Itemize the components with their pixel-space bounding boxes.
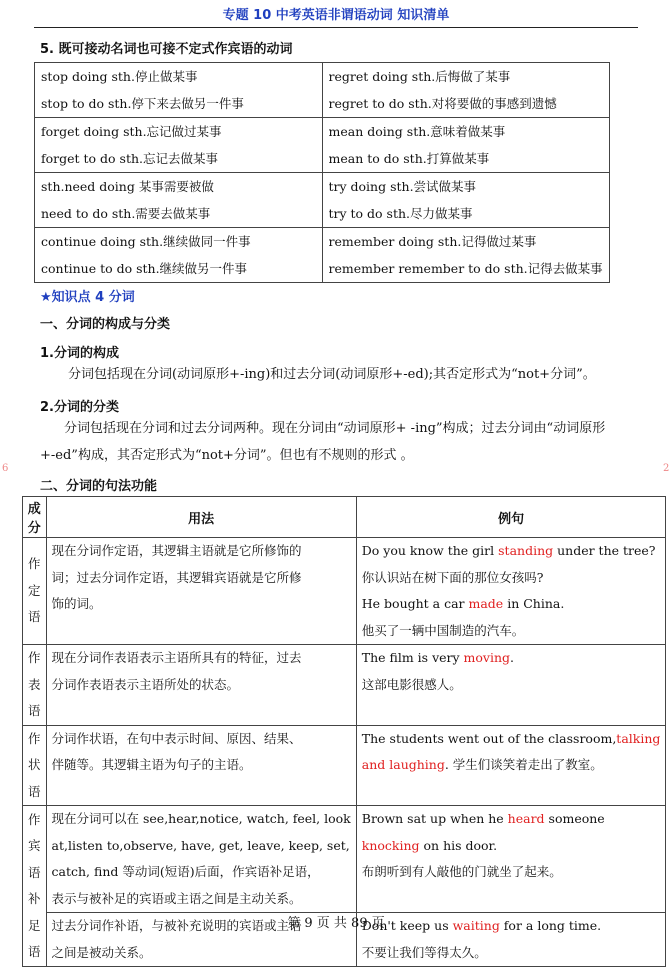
usage-cell xyxy=(46,645,356,726)
table-cell xyxy=(35,118,323,173)
usage-cell xyxy=(46,806,356,913)
text: Don't keep us xyxy=(361,918,453,933)
text: He bought a car xyxy=(361,596,469,611)
verb-phrase: continue to do sth.继续做另一件事 xyxy=(41,261,248,276)
table-cell xyxy=(35,228,323,283)
usage-line: 分词作表语表示主语所处的状态。 xyxy=(51,676,240,692)
example-sentence xyxy=(362,591,661,618)
table-cell xyxy=(322,228,610,283)
table-row xyxy=(35,63,610,118)
verb-phrase: remember remember to do sth.记得去做某事 xyxy=(328,261,603,276)
table-row xyxy=(23,806,666,913)
component-cell: 作定语 xyxy=(23,538,47,645)
example-sentence xyxy=(362,833,661,860)
section5-title: 5. 既可接动名词也可接不定式作宾语的动词 xyxy=(40,42,293,57)
verb-phrase: regret to do sth.对将要做的事感到遗憾 xyxy=(328,96,557,111)
verb-phrase: remember doing sth.记得做过某事 xyxy=(328,234,537,249)
table-cell xyxy=(322,63,610,118)
table-row xyxy=(23,538,666,645)
example-translation: 这部电影很感人。 xyxy=(361,676,462,692)
component-line: 补足语 xyxy=(28,891,41,959)
verb-phrase: sth.need doing 某事需要被做 xyxy=(41,179,214,194)
table-row xyxy=(23,725,666,806)
usage-line: 现在分词可以在 see,hear,notice, watch, feel, look xyxy=(51,811,351,826)
text: under the tree? xyxy=(553,543,656,558)
sub1-title: 1.分词的构成 xyxy=(40,346,119,361)
highlight: moving xyxy=(463,650,511,665)
highlight: talking xyxy=(616,730,661,746)
table-row xyxy=(35,228,610,283)
table-cell xyxy=(322,173,610,228)
verb-phrase: stop doing sth.停止做某事 xyxy=(41,69,198,84)
verb-phrase: try doing sth.尝试做某事 xyxy=(328,179,477,194)
usage-line: 现在分词作表语表示主语所具有的特征，过去 xyxy=(51,650,302,665)
table-cell xyxy=(35,63,323,118)
example-sentence xyxy=(362,645,661,672)
verb-phrase: try to do sth.尽力做某事 xyxy=(328,206,473,221)
text: for a long time. xyxy=(499,918,602,933)
usage-line: 表示与被补足的宾语或主语之间是主动关系。 xyxy=(51,890,302,906)
text: . 学生们谈笑着走出了教室。 xyxy=(444,757,603,772)
highlight: and laughing xyxy=(361,757,445,772)
component-line: 作宾语 xyxy=(28,811,41,880)
usage-line: 过去分词作补语，与被补充说明的宾语或主语 xyxy=(51,918,302,933)
highlight: knocking xyxy=(361,837,420,853)
example-sentence xyxy=(362,538,661,565)
table-cell xyxy=(322,118,610,173)
sub2-text-line2: +-ed”构成，其否定形式为“not+分词”。但也有不规则的形式 。 xyxy=(40,448,414,463)
table-row xyxy=(23,645,666,726)
table-row xyxy=(35,118,610,173)
example-sentence xyxy=(362,726,661,753)
sub2-title: 2.分词的分类 xyxy=(40,400,119,415)
usage-line: at,listen to,observe, have, get, leave, keep, set, xyxy=(51,837,350,853)
usage-line: catch, find 等动词(短语)后面，作宾语补足语， xyxy=(51,864,320,879)
header-example: 例句 xyxy=(356,497,666,538)
text: someone xyxy=(544,811,605,826)
example-translation: 不要让我们等得太久。 xyxy=(361,944,487,960)
text: The students went out of the classroom, xyxy=(361,730,617,746)
verb-phrase: need to do sth.需要去做某事 xyxy=(41,206,211,221)
usage-line: 分词作状语，在句中表示时间、原因、结果、 xyxy=(51,730,302,746)
table-header-row xyxy=(23,497,666,538)
part2-title: 二、分词的句法功能 xyxy=(40,479,158,494)
part1-title: 一、分词的构成与分类 xyxy=(40,317,171,332)
sub1-text: 分词包括现在分词(动词原形+-ing)和过去分词(动词原形+-ed);其否定形式为“not+分词”。 xyxy=(68,367,596,382)
text: on his door. xyxy=(419,837,498,853)
verb-phrase: mean doing sth.意味着做某事 xyxy=(328,124,506,139)
text: Do you know the girl xyxy=(361,543,499,558)
sub2-text-line1: 分词包括现在分词和过去分词两种。现在分词由“动词原形+ -ing”构成；过去分词由“动词原形 xyxy=(64,421,606,436)
highlight: waiting xyxy=(452,918,500,933)
component-cell xyxy=(23,806,47,967)
example-cell xyxy=(356,538,666,645)
highlight: standing xyxy=(498,543,554,558)
participle-table xyxy=(22,496,666,967)
verb-phrase: regret doing sth.后悔做了某事 xyxy=(328,69,511,84)
text: Brown sat up when he xyxy=(361,811,508,826)
verb-phrase: forget to do sth.忘记去做某事 xyxy=(41,151,219,166)
verb-phrase: continue doing sth.继续做同一件事 xyxy=(41,234,251,249)
table-row xyxy=(35,173,610,228)
side-mark-left: 6 xyxy=(2,463,9,474)
highlight: made xyxy=(468,596,504,611)
text: in China. xyxy=(503,596,565,611)
verb-phrase: forget doing sth.忘记做过某事 xyxy=(41,124,222,139)
text: . xyxy=(510,650,515,665)
page-footer: 第 9 页 共 89 页 xyxy=(287,916,385,931)
header-component: 成分 xyxy=(23,497,47,538)
example-cell xyxy=(356,725,666,806)
usage-line: 之间是被动关系。 xyxy=(51,944,152,960)
verb-phrase: mean to do sth.打算做某事 xyxy=(328,151,490,166)
page-header-title: 专题 10 中考英语非谓语动词 知识清单 xyxy=(222,8,450,23)
highlight: heard xyxy=(507,811,545,826)
header-usage: 用法 xyxy=(46,497,356,538)
example-translation: 他买了一辆中国制造的汽车。 xyxy=(361,622,525,638)
usage-line: 词；过去分词作定语，其逻辑宾语就是它所修 xyxy=(51,569,302,585)
usage-line: 现在分词作定语，其逻辑主语就是它所修饰的 xyxy=(51,543,302,558)
example-cell xyxy=(356,806,666,913)
side-mark-right: 2 xyxy=(663,463,670,474)
example-translation: 布朗听到有人敲他的门就坐了起来。 xyxy=(361,864,562,879)
usage-line: 伴随等。其逻辑主语为句子的主语。 xyxy=(51,757,252,772)
knowledge-point-title: ★知识点 4 分词 xyxy=(40,290,135,305)
header-divider xyxy=(34,27,638,28)
usage-line: 饰的词。 xyxy=(51,596,102,611)
usage-cell xyxy=(46,538,356,645)
example-sentence xyxy=(362,806,661,833)
text: The film is very xyxy=(361,650,464,665)
table-cell xyxy=(35,173,323,228)
verb-table xyxy=(34,62,610,283)
example-translation: 你认识站在树下面的那位女孩吗? xyxy=(361,569,544,585)
component-cell: 作状语 xyxy=(23,725,47,806)
verb-phrase: stop to do sth.停下来去做另一件事 xyxy=(41,96,244,111)
usage-cell xyxy=(46,725,356,806)
example-sentence xyxy=(362,752,661,779)
component-cell: 作表语 xyxy=(23,645,47,726)
example-cell xyxy=(356,645,666,726)
